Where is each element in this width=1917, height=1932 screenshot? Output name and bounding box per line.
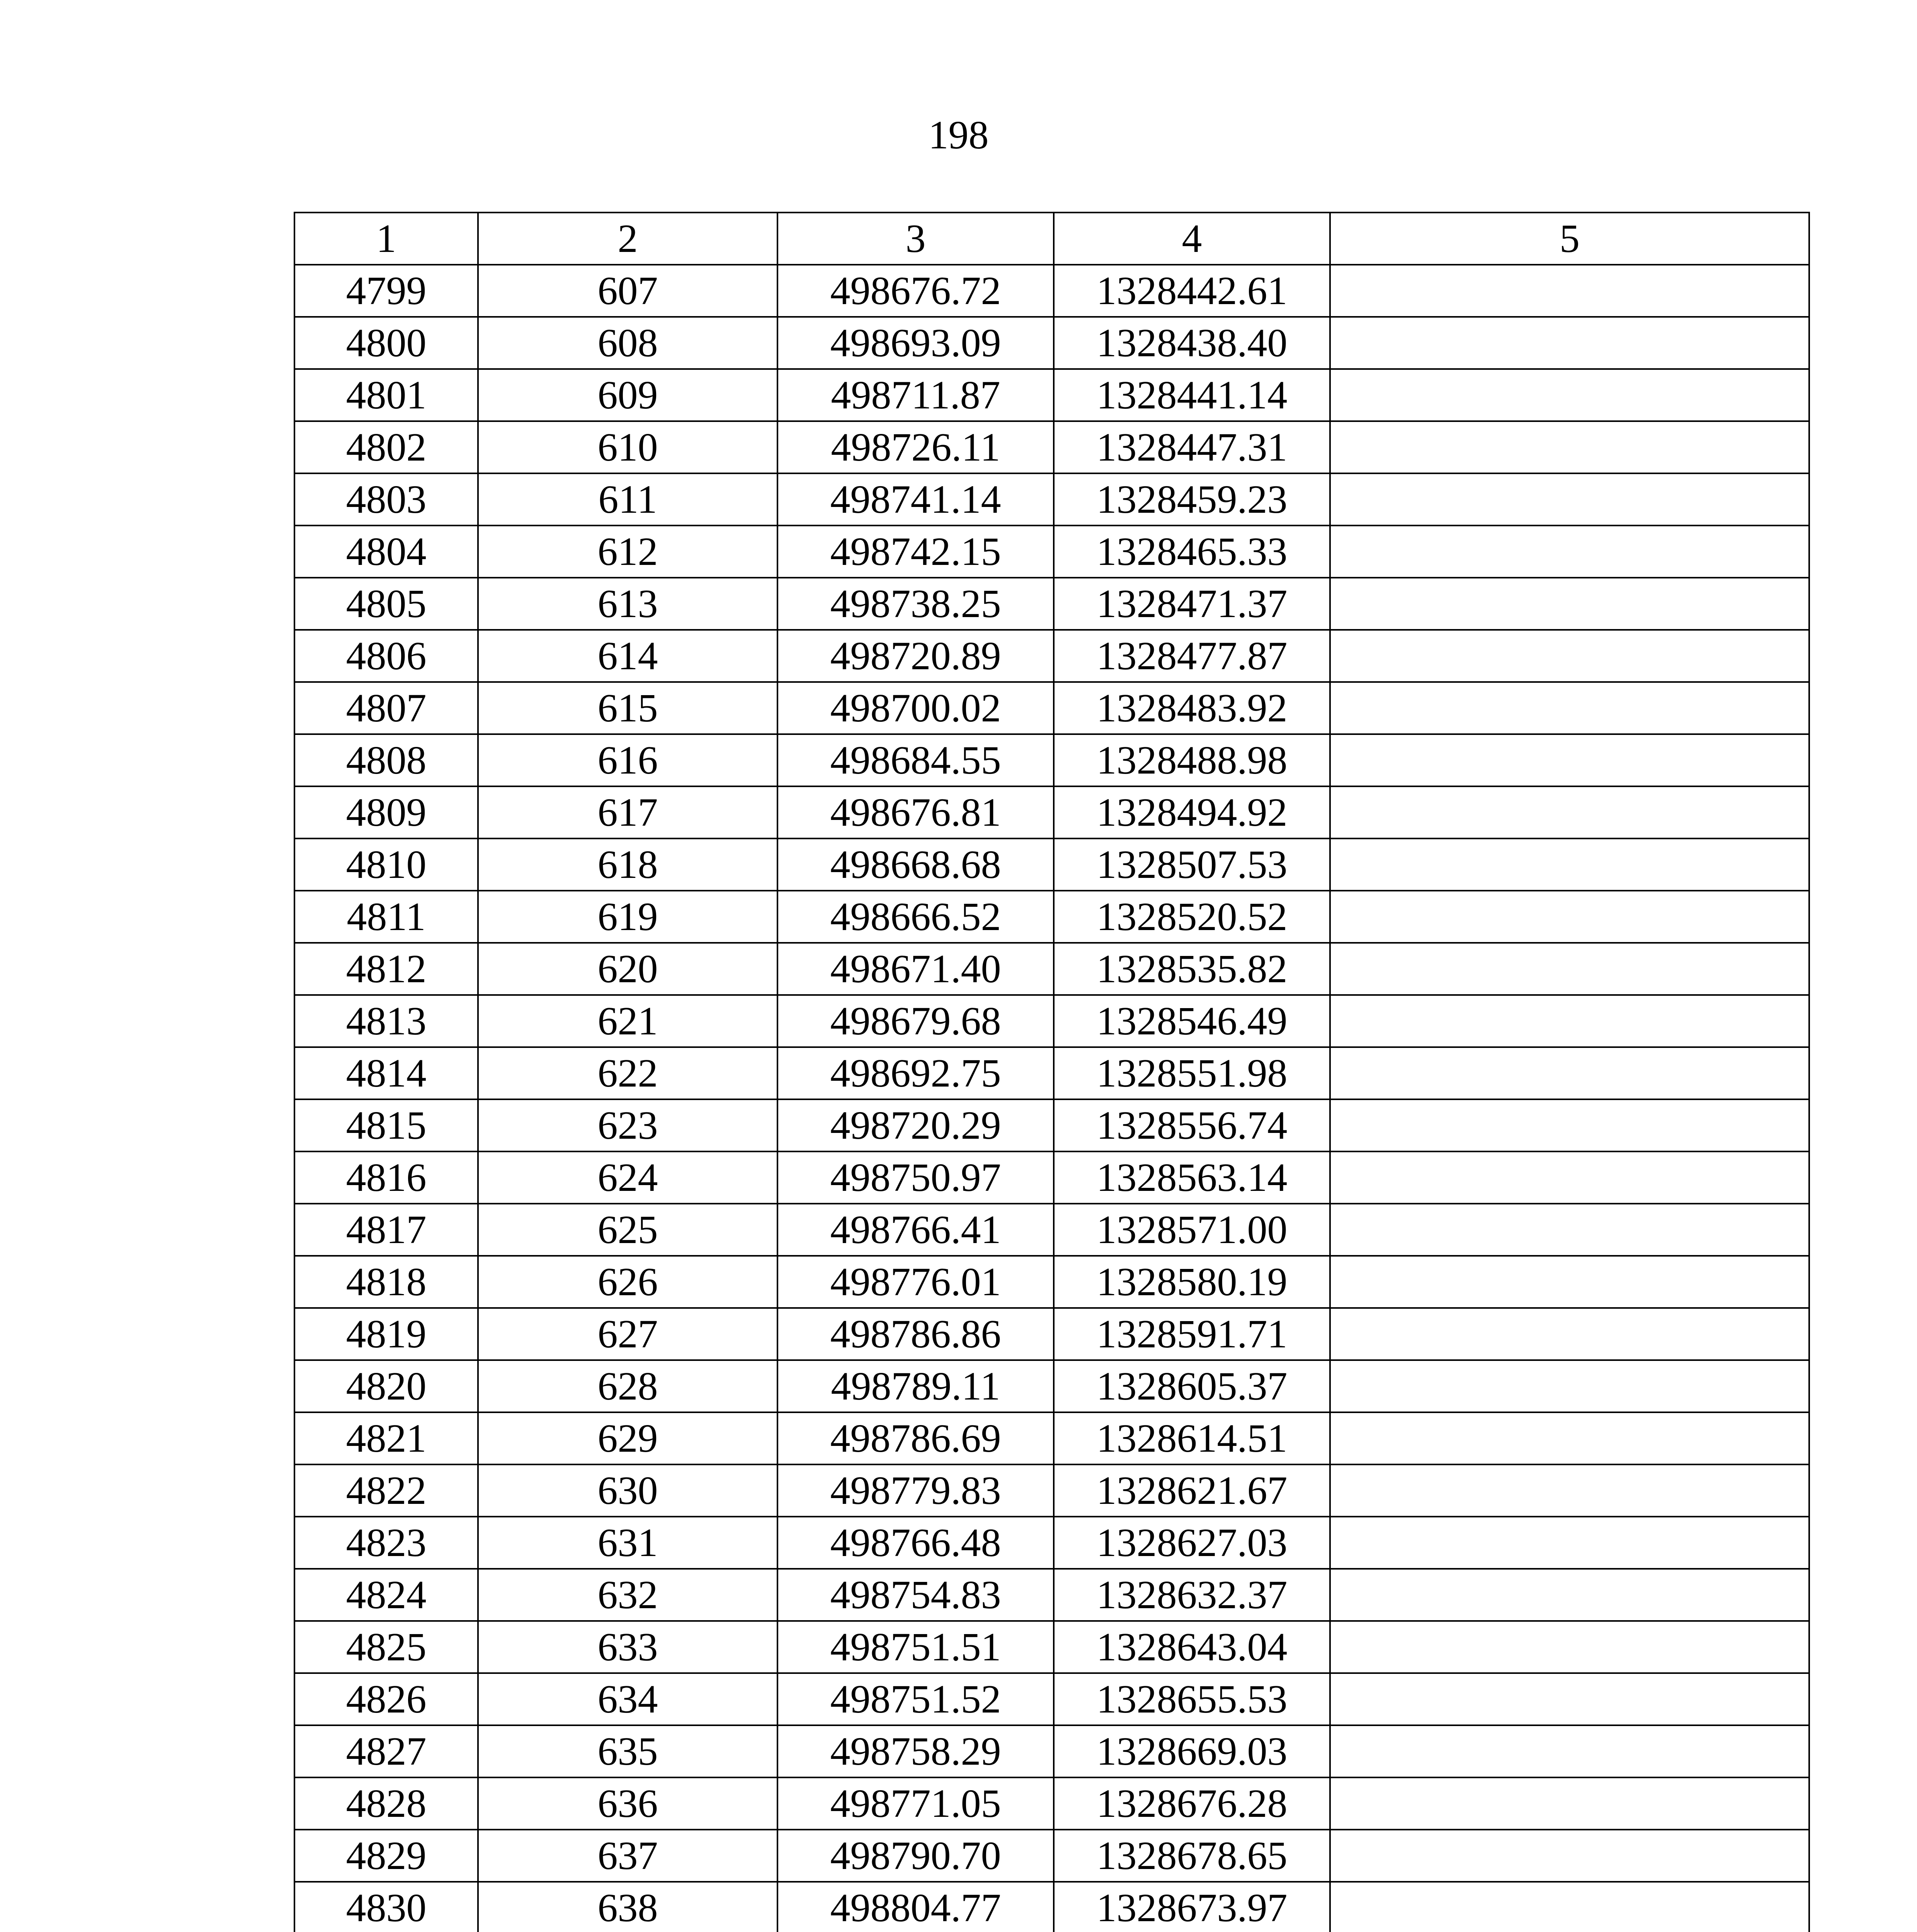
table-row — [294, 786, 1809, 838]
column-header: 5 — [1330, 213, 1809, 265]
table-cell: 4799 — [294, 265, 478, 317]
table-cell: 1328556.74 — [1054, 1099, 1330, 1151]
table-cell: 1328580.19 — [1054, 1256, 1330, 1308]
table-cell — [1330, 578, 1809, 630]
table-row — [294, 1882, 1809, 1932]
table-cell — [1330, 1412, 1809, 1464]
table-cell — [1330, 1621, 1809, 1673]
column-header: 1 — [294, 213, 478, 265]
table-cell: 624 — [478, 1151, 777, 1204]
table-cell: 4811 — [294, 891, 478, 943]
table-cell — [1330, 1673, 1809, 1725]
table-cell: 1328477.87 — [1054, 630, 1330, 682]
table-cell: 621 — [478, 995, 777, 1047]
table-cell: 614 — [478, 630, 777, 682]
table-cell: 498786.69 — [777, 1412, 1054, 1464]
table-cell — [1330, 369, 1809, 421]
table-cell: 1328465.33 — [1054, 526, 1330, 578]
table-cell: 498771.05 — [777, 1777, 1054, 1830]
table-cell: 498671.40 — [777, 943, 1054, 995]
table-cell: 1328605.37 — [1054, 1360, 1330, 1412]
table-cell: 1328483.92 — [1054, 682, 1330, 734]
table-cell: 498738.25 — [777, 578, 1054, 630]
table-cell: 625 — [478, 1204, 777, 1256]
table-cell — [1330, 473, 1809, 526]
table-cell: 4822 — [294, 1464, 478, 1517]
table-cell — [1330, 1830, 1809, 1882]
table-cell: 1328488.98 — [1054, 734, 1330, 786]
table-cell: 1328632.37 — [1054, 1569, 1330, 1621]
table-cell: 498720.89 — [777, 630, 1054, 682]
table-cell: 4802 — [294, 421, 478, 473]
table-row — [294, 317, 1809, 369]
table-cell: 610 — [478, 421, 777, 473]
table-cell: 4817 — [294, 1204, 478, 1256]
table-cell: 1328627.03 — [1054, 1517, 1330, 1569]
table-cell — [1330, 526, 1809, 578]
table-cell: 4827 — [294, 1725, 478, 1777]
table-cell — [1330, 265, 1809, 317]
table-cell: 634 — [478, 1673, 777, 1725]
table-cell: 4814 — [294, 1047, 478, 1099]
table-cell: 1328459.23 — [1054, 473, 1330, 526]
table-row — [294, 1308, 1809, 1360]
table-cell — [1330, 421, 1809, 473]
table-cell — [1330, 1360, 1809, 1412]
table-cell: 4803 — [294, 473, 478, 526]
table-cell: 628 — [478, 1360, 777, 1412]
table-cell: 1328520.52 — [1054, 891, 1330, 943]
table-cell — [1330, 1204, 1809, 1256]
table-cell — [1330, 1725, 1809, 1777]
table-row — [294, 1204, 1809, 1256]
table-cell — [1330, 1569, 1809, 1621]
table-cell: 4805 — [294, 578, 478, 630]
table-cell — [1330, 1256, 1809, 1308]
table-cell: 4809 — [294, 786, 478, 838]
table-cell: 498684.55 — [777, 734, 1054, 786]
table-row — [294, 1360, 1809, 1412]
table-cell: 1328494.92 — [1054, 786, 1330, 838]
table-cell: 623 — [478, 1099, 777, 1151]
table-cell: 608 — [478, 317, 777, 369]
table-cell: 498741.14 — [777, 473, 1054, 526]
table-cell: 1328678.65 — [1054, 1830, 1330, 1882]
table-row — [294, 943, 1809, 995]
table-cell: 4819 — [294, 1308, 478, 1360]
table-cell: 1328535.82 — [1054, 943, 1330, 995]
table-cell: 498666.52 — [777, 891, 1054, 943]
table-row — [294, 891, 1809, 943]
table-row — [294, 526, 1809, 578]
table-cell — [1330, 1151, 1809, 1204]
table-cell: 4810 — [294, 838, 478, 891]
table-cell: 607 — [478, 265, 777, 317]
table-row — [294, 1151, 1809, 1204]
table-cell: 611 — [478, 473, 777, 526]
table-cell: 1328551.98 — [1054, 1047, 1330, 1099]
table-cell: 498776.01 — [777, 1256, 1054, 1308]
table-cell: 1328563.14 — [1054, 1151, 1330, 1204]
table-cell: 498750.97 — [777, 1151, 1054, 1204]
table-row — [294, 682, 1809, 734]
table-cell — [1330, 317, 1809, 369]
table-cell — [1330, 734, 1809, 786]
table-row — [294, 1673, 1809, 1725]
table-cell — [1330, 838, 1809, 891]
table-cell: 498779.83 — [777, 1464, 1054, 1517]
table-cell: 632 — [478, 1569, 777, 1621]
table-cell: 619 — [478, 891, 777, 943]
table-row — [294, 630, 1809, 682]
table-cell: 1328441.14 — [1054, 369, 1330, 421]
table-cell: 615 — [478, 682, 777, 734]
table-cell: 4824 — [294, 1569, 478, 1621]
coordinates-table — [294, 212, 1810, 1932]
table-cell: 498751.51 — [777, 1621, 1054, 1673]
table-cell: 498668.68 — [777, 838, 1054, 891]
table-cell: 498804.77 — [777, 1882, 1054, 1932]
table-row — [294, 473, 1809, 526]
table-row — [294, 369, 1809, 421]
table-cell: 1328442.61 — [1054, 265, 1330, 317]
table-cell: 618 — [478, 838, 777, 891]
table-body — [294, 265, 1809, 1932]
table-row — [294, 838, 1809, 891]
table-cell: 4816 — [294, 1151, 478, 1204]
table-cell: 4807 — [294, 682, 478, 734]
table-cell: 498786.86 — [777, 1308, 1054, 1360]
table-cell: 635 — [478, 1725, 777, 1777]
table-row — [294, 1047, 1809, 1099]
table-row — [294, 578, 1809, 630]
table-cell — [1330, 1882, 1809, 1932]
table-cell: 4830 — [294, 1882, 478, 1932]
table-cell: 4820 — [294, 1360, 478, 1412]
table-cell: 1328507.53 — [1054, 838, 1330, 891]
table-row — [294, 1099, 1809, 1151]
table-cell — [1330, 1777, 1809, 1830]
table-cell: 4818 — [294, 1256, 478, 1308]
table-row — [294, 421, 1809, 473]
table-row — [294, 1725, 1809, 1777]
table-cell — [1330, 943, 1809, 995]
table-cell: 4801 — [294, 369, 478, 421]
table-cell: 636 — [478, 1777, 777, 1830]
table-cell: 498676.81 — [777, 786, 1054, 838]
table-cell: 1328591.71 — [1054, 1308, 1330, 1360]
table-cell: 1328471.37 — [1054, 578, 1330, 630]
table-cell: 622 — [478, 1047, 777, 1099]
table-row — [294, 1464, 1809, 1517]
table-cell: 627 — [478, 1308, 777, 1360]
table-cell: 1328447.31 — [1054, 421, 1330, 473]
table-cell: 617 — [478, 786, 777, 838]
table-cell: 4804 — [294, 526, 478, 578]
table-row — [294, 1569, 1809, 1621]
table-cell: 498766.48 — [777, 1517, 1054, 1569]
table-cell — [1330, 1099, 1809, 1151]
table-cell — [1330, 786, 1809, 838]
table-row — [294, 1256, 1809, 1308]
column-header: 2 — [478, 213, 777, 265]
table-cell: 4826 — [294, 1673, 478, 1725]
table-cell: 498789.11 — [777, 1360, 1054, 1412]
table-cell: 498790.70 — [777, 1830, 1054, 1882]
table-cell: 4815 — [294, 1099, 478, 1151]
table-cell: 626 — [478, 1256, 777, 1308]
table-cell: 498726.11 — [777, 421, 1054, 473]
table-cell: 498751.52 — [777, 1673, 1054, 1725]
table-cell — [1330, 995, 1809, 1047]
table-cell: 1328571.00 — [1054, 1204, 1330, 1256]
table-cell: 1328669.03 — [1054, 1725, 1330, 1777]
table-cell: 1328673.97 — [1054, 1882, 1330, 1932]
table-cell: 4828 — [294, 1777, 478, 1830]
table-cell: 1328655.53 — [1054, 1673, 1330, 1725]
table-cell: 631 — [478, 1517, 777, 1569]
table-cell — [1330, 891, 1809, 943]
table-row — [294, 1621, 1809, 1673]
table-cell: 630 — [478, 1464, 777, 1517]
column-header: 4 — [1054, 213, 1330, 265]
table-row — [294, 995, 1809, 1047]
table-cell: 4821 — [294, 1412, 478, 1464]
column-header: 3 — [777, 213, 1054, 265]
table-row — [294, 1777, 1809, 1830]
table-cell: 1328546.49 — [1054, 995, 1330, 1047]
table-row — [294, 1517, 1809, 1569]
table-cell: 1328643.04 — [1054, 1621, 1330, 1673]
table-cell: 1328676.28 — [1054, 1777, 1330, 1830]
table-cell: 1328621.67 — [1054, 1464, 1330, 1517]
table-cell: 498720.29 — [777, 1099, 1054, 1151]
table-cell: 498758.29 — [777, 1725, 1054, 1777]
table-cell: 4800 — [294, 317, 478, 369]
table-cell: 4808 — [294, 734, 478, 786]
table-cell — [1330, 1047, 1809, 1099]
table-cell — [1330, 1517, 1809, 1569]
table-cell — [1330, 1308, 1809, 1360]
table-cell: 498700.02 — [777, 682, 1054, 734]
table-cell — [1330, 630, 1809, 682]
table-cell — [1330, 1464, 1809, 1517]
table-cell: 4825 — [294, 1621, 478, 1673]
table-cell: 4806 — [294, 630, 478, 682]
table-cell: 4823 — [294, 1517, 478, 1569]
table-cell: 498693.09 — [777, 317, 1054, 369]
table-row — [294, 734, 1809, 786]
table-row — [294, 1412, 1809, 1464]
table-cell: 616 — [478, 734, 777, 786]
table-cell: 4829 — [294, 1830, 478, 1882]
table-cell: 638 — [478, 1882, 777, 1932]
table-row — [294, 265, 1809, 317]
table-cell: 498754.83 — [777, 1569, 1054, 1621]
table-cell: 637 — [478, 1830, 777, 1882]
table-cell: 498766.41 — [777, 1204, 1054, 1256]
table-cell: 620 — [478, 943, 777, 995]
table-row — [294, 1830, 1809, 1882]
table-cell: 498742.15 — [777, 526, 1054, 578]
table-cell: 1328438.40 — [1054, 317, 1330, 369]
table-cell: 498711.87 — [777, 369, 1054, 421]
table-cell: 1328614.51 — [1054, 1412, 1330, 1464]
table-cell: 498679.68 — [777, 995, 1054, 1047]
table-cell: 613 — [478, 578, 777, 630]
table-cell: 633 — [478, 1621, 777, 1673]
table-cell — [1330, 682, 1809, 734]
table-cell: 612 — [478, 526, 777, 578]
table-cell: 629 — [478, 1412, 777, 1464]
table-cell: 498676.72 — [777, 265, 1054, 317]
table-cell: 4813 — [294, 995, 478, 1047]
table-header-row — [294, 213, 1809, 265]
table-cell: 498692.75 — [777, 1047, 1054, 1099]
table-cell: 609 — [478, 369, 777, 421]
page-number: 198 — [928, 113, 989, 157]
table-cell: 4812 — [294, 943, 478, 995]
